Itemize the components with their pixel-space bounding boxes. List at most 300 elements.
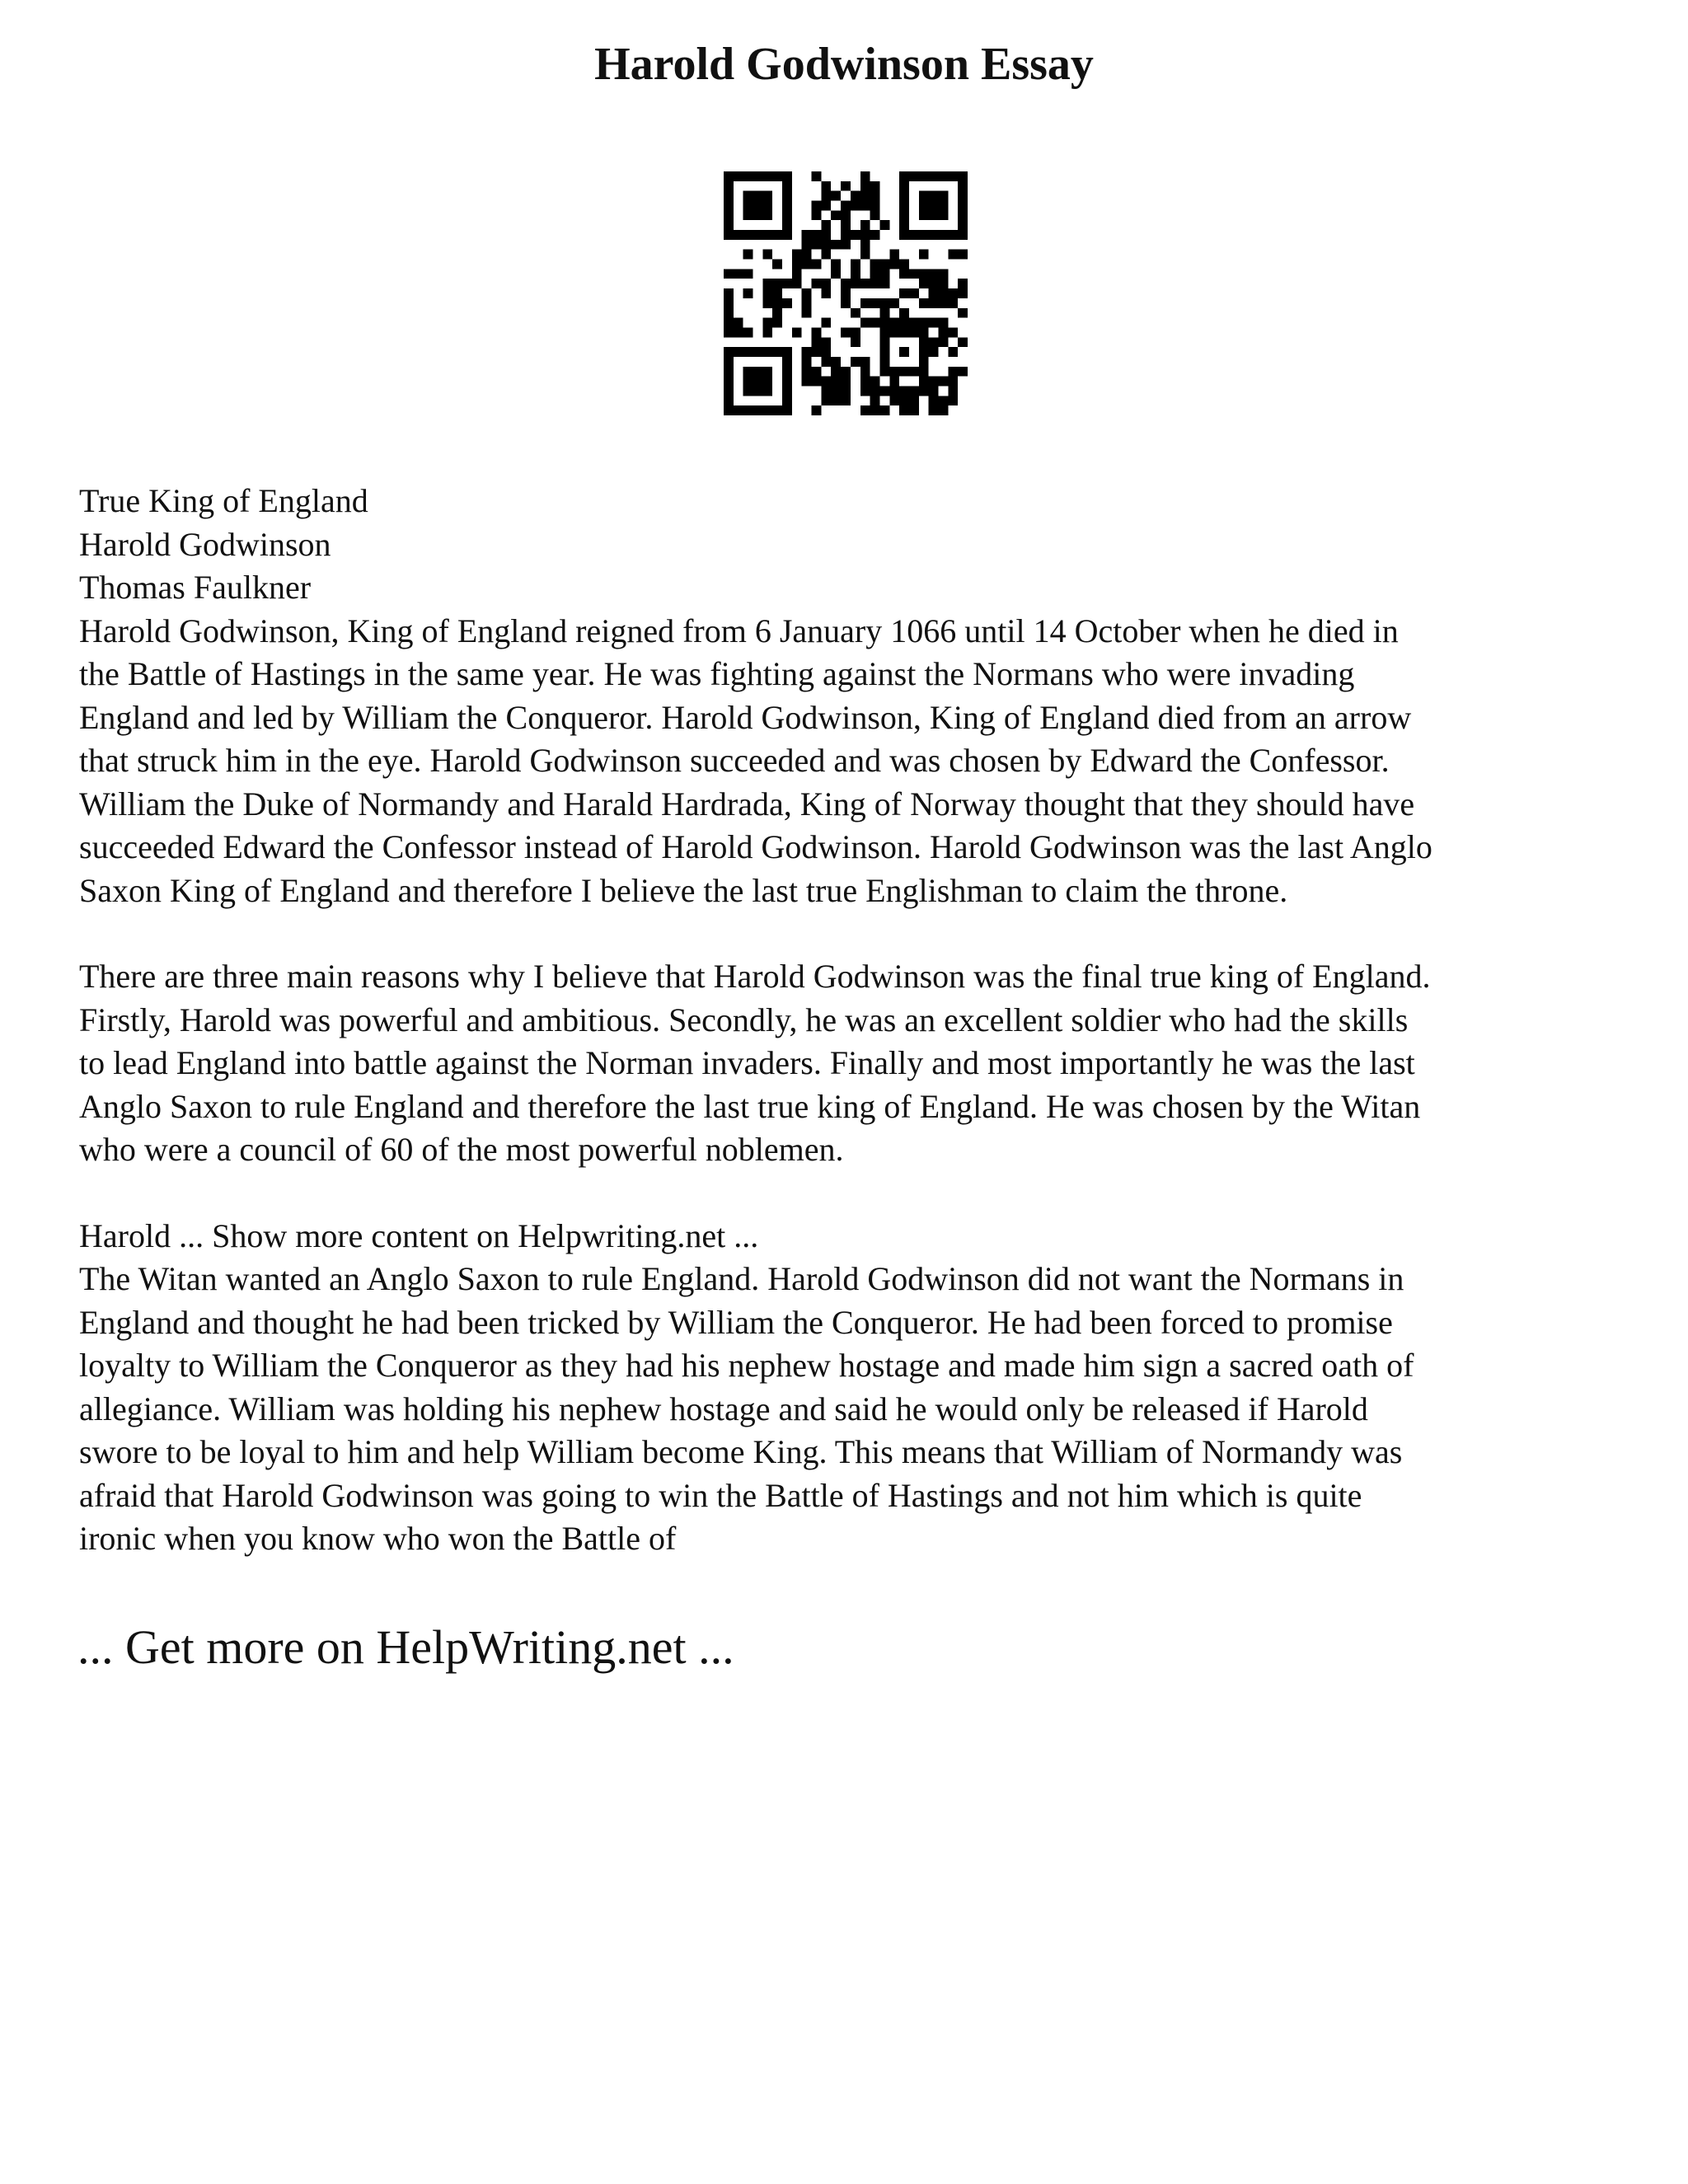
- qr-module: [899, 220, 909, 230]
- qr-module: [772, 279, 782, 288]
- qr-module: [938, 405, 948, 415]
- qr-code[interactable]: [724, 171, 968, 415]
- qr-module: [899, 318, 909, 328]
- qr-module: [743, 386, 753, 396]
- qr-module: [879, 386, 889, 396]
- qr-module: [724, 347, 734, 357]
- paragraph-line: England and led by William the Conqueror. Harold Godwinson, King of England died from an arrow: [79, 698, 1412, 736]
- qr-module: [948, 171, 958, 181]
- qr-module: [724, 386, 734, 396]
- qr-module: [879, 405, 889, 415]
- qr-module: [753, 230, 763, 240]
- qr-module: [879, 279, 889, 288]
- qr-module: [879, 298, 889, 308]
- qr-module: [724, 191, 734, 201]
- qr-module: [743, 171, 753, 181]
- qr-module: [812, 327, 822, 337]
- qr-module: [812, 201, 822, 211]
- qr-module: [958, 337, 968, 347]
- qr-module: [743, 377, 753, 387]
- qr-module: [762, 230, 772, 240]
- qr-module: [772, 405, 782, 415]
- show-more-link[interactable]: Harold ... Show more content on Helpwriting.net ...: [79, 1216, 759, 1254]
- paragraph-3: [79, 1258, 1629, 1561]
- qr-module: [782, 220, 792, 230]
- qr-module: [831, 269, 841, 279]
- qr-module: [919, 201, 929, 211]
- qr-module: [958, 201, 968, 211]
- qr-module: [851, 337, 860, 347]
- qr-module: [870, 230, 880, 240]
- qr-module: [743, 210, 753, 220]
- qr-module: [734, 230, 743, 240]
- qr-module: [753, 386, 763, 396]
- qr-module: [938, 210, 948, 220]
- qr-module: [879, 327, 889, 337]
- qr-module: [724, 298, 734, 308]
- qr-module: [948, 367, 958, 377]
- qr-module: [762, 210, 772, 220]
- qr-module: [812, 279, 822, 288]
- qr-module: [948, 288, 958, 298]
- qr-module: [929, 386, 939, 396]
- qr-module: [958, 210, 968, 220]
- paragraph-gap: [79, 912, 1629, 955]
- qr-module: [772, 288, 782, 298]
- qr-module: [762, 377, 772, 387]
- qr-module: [841, 181, 851, 191]
- qr-module: [772, 347, 782, 357]
- qr-module: [909, 405, 919, 415]
- paragraph-line: There are three main reasons why I believe that Harold Godwinson was the final true king of England.: [79, 958, 1431, 995]
- qr-module: [812, 171, 822, 181]
- qr-module: [938, 171, 948, 181]
- qr-module: [792, 250, 802, 260]
- qr-module: [841, 240, 851, 250]
- qr-module: [753, 210, 763, 220]
- paragraph-line: loyalty to William the Conqueror as they had his nephew hostage and made him sign a sacred oath of: [79, 1347, 1414, 1384]
- qr-module: [860, 181, 870, 191]
- qr-module: [802, 298, 812, 308]
- qr-module: [724, 269, 734, 279]
- qr-module: [802, 347, 812, 357]
- qr-module: [772, 230, 782, 240]
- qr-module: [870, 377, 880, 387]
- qr-module: [860, 201, 870, 211]
- qr-module: [958, 308, 968, 318]
- qr-module: [841, 298, 851, 308]
- qr-module: [724, 405, 734, 415]
- qr-module: [841, 201, 851, 211]
- qr-module: [851, 357, 860, 367]
- qr-module: [724, 377, 734, 387]
- qr-module: [762, 171, 772, 181]
- qr-module: [782, 396, 792, 405]
- qr-module: [821, 279, 831, 288]
- qr-module: [802, 230, 812, 240]
- qr-module: [782, 377, 792, 387]
- qr-module: [860, 386, 870, 396]
- qr-module: [792, 279, 802, 288]
- qr-module: [879, 308, 889, 318]
- qr-module: [743, 191, 753, 201]
- qr-module: [743, 230, 753, 240]
- qr-module: [958, 171, 968, 181]
- qr-module: [889, 386, 899, 396]
- qr-module: [821, 220, 831, 230]
- qr-module: [919, 279, 929, 288]
- qr-module: [889, 318, 899, 328]
- paragraph-line: allegiance. William was holding his nephew hostage and said he would only be released if Harold: [79, 1390, 1368, 1427]
- paragraph-line: to lead England into battle against the Norman invaders. Finally and most importantly he was the last: [79, 1044, 1415, 1081]
- qr-module: [772, 260, 782, 269]
- qr-module: [929, 171, 939, 181]
- qr-module: [899, 347, 909, 357]
- qr-module: [929, 210, 939, 220]
- qr-module: [802, 367, 812, 377]
- qr-module: [870, 269, 880, 279]
- qr-module: [860, 318, 870, 328]
- qr-module: [753, 191, 763, 201]
- qr-module: [772, 308, 782, 318]
- qr-module: [879, 220, 889, 230]
- qr-module: [851, 230, 860, 240]
- qr-module: [919, 250, 929, 260]
- qr-module: [743, 347, 753, 357]
- qr-module: [929, 191, 939, 201]
- qr-module: [899, 327, 909, 337]
- qr-module: [841, 367, 851, 377]
- qr-module: [899, 201, 909, 211]
- qr-module: [821, 181, 831, 191]
- qr-module: [870, 298, 880, 308]
- qr-module: [948, 347, 958, 357]
- essay-body: [79, 480, 1629, 1561]
- qr-module: [948, 377, 958, 387]
- qr-module: [919, 377, 929, 387]
- qr-module: [938, 230, 948, 240]
- qr-module: [929, 230, 939, 240]
- qr-module: [899, 396, 909, 405]
- qr-module: [851, 201, 860, 211]
- qr-module: [743, 269, 753, 279]
- qr-module: [860, 367, 870, 377]
- qr-module: [929, 396, 939, 405]
- qr-module: [762, 201, 772, 211]
- qr-module: [841, 396, 851, 405]
- qr-module: [889, 377, 899, 387]
- qr-module: [762, 327, 772, 337]
- qr-module: [792, 269, 802, 279]
- qr-module: [753, 367, 763, 377]
- qr-module: [929, 377, 939, 387]
- qr-module: [812, 367, 822, 377]
- qr-module: [802, 288, 812, 298]
- qr-module: [938, 269, 948, 279]
- qr-module: [860, 298, 870, 308]
- essay-author: Thomas Faulkner: [79, 569, 312, 606]
- paragraph-gap: [79, 1172, 1629, 1215]
- qr-module: [860, 377, 870, 387]
- qr-module: [919, 327, 929, 337]
- qr-module: [812, 337, 822, 347]
- qr-module: [841, 386, 851, 396]
- qr-module: [831, 367, 841, 377]
- qr-module: [734, 171, 743, 181]
- qr-module: [734, 269, 743, 279]
- qr-module: [762, 318, 772, 328]
- qr-module: [762, 250, 772, 260]
- qr-module: [899, 171, 909, 181]
- qr-module: [831, 377, 841, 387]
- qr-module: [860, 357, 870, 367]
- qr-module: [909, 396, 919, 405]
- qr-module: [821, 357, 831, 367]
- qr-module: [958, 181, 968, 191]
- qr-module: [724, 210, 734, 220]
- qr-module: [762, 405, 772, 415]
- qr-module: [860, 405, 870, 415]
- paragraph-line: Saxon King of England and therefore I believe the last true Englishman to claim the throne.: [79, 871, 1288, 909]
- qr-module: [919, 171, 929, 181]
- qr-module: [938, 318, 948, 328]
- qr-module: [821, 396, 831, 405]
- qr-module: [919, 357, 929, 367]
- qr-module: [821, 201, 831, 211]
- qr-module: [919, 318, 929, 328]
- qr-module: [899, 230, 909, 240]
- qr-module: [860, 191, 870, 201]
- paragraph-line: England and thought he had been tricked by William the Conqueror. He had been forced to promise: [79, 1303, 1393, 1341]
- qr-module: [782, 230, 792, 240]
- qr-module: [870, 279, 880, 288]
- essay-subject: Harold Godwinson: [79, 525, 331, 563]
- qr-module: [821, 250, 831, 260]
- qr-module: [841, 210, 851, 220]
- qr-module: [860, 171, 870, 181]
- qr-module: [821, 318, 831, 328]
- qr-module: [841, 288, 851, 298]
- qr-module: [929, 337, 939, 347]
- paragraph-1: [79, 610, 1629, 913]
- qr-module: [938, 191, 948, 201]
- qr-module: [782, 405, 792, 415]
- qr-module: [802, 260, 812, 269]
- paragraph-line: the Battle of Hastings in the same year. He was fighting against the Normans who were invading: [79, 655, 1355, 692]
- qr-module: [782, 386, 792, 396]
- qr-module: [919, 269, 929, 279]
- qr-module: [919, 191, 929, 201]
- qr-module: [724, 171, 734, 181]
- paragraph-line: afraid that Harold Godwinson was going to win the Battle of Hastings and not him which is quite: [79, 1476, 1362, 1514]
- qr-module: [948, 230, 958, 240]
- qr-module: [870, 181, 880, 191]
- get-more-link[interactable]: ... Get more on HelpWriting.net ...: [77, 1620, 734, 1674]
- qr-module: [782, 347, 792, 357]
- qr-module: [879, 318, 889, 328]
- qr-module: [919, 347, 929, 357]
- qr-module: [870, 318, 880, 328]
- qr-module: [899, 386, 909, 396]
- qr-module: [860, 240, 870, 250]
- qr-module: [899, 181, 909, 191]
- qr-module: [899, 191, 909, 201]
- qr-module: [772, 318, 782, 328]
- qr-module: [753, 171, 763, 181]
- qr-module: [743, 367, 753, 377]
- qr-module: [821, 337, 831, 347]
- qr-module: [734, 327, 743, 337]
- qr-module: [958, 220, 968, 230]
- qr-module: [724, 396, 734, 405]
- qr-module: [899, 269, 909, 279]
- paragraph-line: who were a council of 60 of the most powerful noblemen.: [79, 1131, 844, 1168]
- qr-module: [860, 230, 870, 240]
- qr-module: [860, 220, 870, 230]
- qr-module: [821, 386, 831, 396]
- qr-module: [909, 318, 919, 328]
- qr-module: [724, 201, 734, 211]
- qr-module: [958, 279, 968, 288]
- qr-module: [889, 250, 899, 260]
- paragraph-line: that struck him in the eye. Harold Godwinson succeeded and was chosen by Edward the Confessor.: [79, 742, 1390, 779]
- qr-module: [724, 181, 734, 191]
- qr-module: [753, 201, 763, 211]
- qr-module: [958, 250, 968, 260]
- qr-module: [938, 288, 948, 298]
- qr-module: [841, 230, 851, 240]
- qr-module: [851, 327, 860, 337]
- qr-module: [762, 279, 772, 288]
- qr-module: [958, 230, 968, 240]
- qr-module: [724, 327, 734, 337]
- qr-module: [870, 405, 880, 415]
- qr-module: [753, 377, 763, 387]
- qr-module: [870, 201, 880, 211]
- qr-module: [929, 347, 939, 357]
- qr-module: [831, 191, 841, 201]
- qr-module: [812, 347, 822, 357]
- qr-module: [743, 405, 753, 415]
- qr-module: [948, 386, 958, 396]
- qr-module: [762, 367, 772, 377]
- qr-module: [782, 191, 792, 201]
- qr-module: [821, 377, 831, 387]
- qr-module: [724, 220, 734, 230]
- qr-module: [792, 327, 802, 337]
- qr-module: [938, 201, 948, 211]
- qr-module: [879, 337, 889, 347]
- qr-module: [889, 260, 899, 269]
- qr-module: [724, 308, 734, 318]
- qr-module: [870, 386, 880, 396]
- paragraph-line: William the Duke of Normandy and Harald Hardrada, King of Norway thought that they should have: [79, 785, 1415, 823]
- qr-module: [870, 396, 880, 405]
- qr-module: [812, 260, 822, 269]
- qr-module: [851, 260, 860, 269]
- qr-module: [919, 337, 929, 347]
- qr-module: [919, 367, 929, 377]
- qr-module: [753, 347, 763, 357]
- qr-module: [899, 260, 909, 269]
- qr-module: [958, 367, 968, 377]
- qr-module: [782, 279, 792, 288]
- qr-module: [899, 308, 909, 318]
- qr-module: [831, 386, 841, 396]
- qr-module: [782, 171, 792, 181]
- qr-module: [929, 201, 939, 211]
- qr-module: [879, 347, 889, 357]
- qr-module: [762, 191, 772, 201]
- qr-module: [772, 298, 782, 308]
- qr-module: [879, 260, 889, 269]
- qr-module: [929, 288, 939, 298]
- qr-module: [802, 377, 812, 387]
- qr-module: [734, 405, 743, 415]
- qr-module: [782, 201, 792, 211]
- qr-module: [948, 250, 958, 260]
- qr-module: [831, 396, 841, 405]
- paragraph-line: Firstly, Harold was powerful and ambitious. Secondly, he was an excellent soldier who had the skills: [79, 1001, 1409, 1038]
- qr-module: [899, 288, 909, 298]
- qr-module: [782, 357, 792, 367]
- qr-module: [802, 308, 812, 318]
- qr-module: [870, 210, 880, 220]
- qr-module: [724, 367, 734, 377]
- qr-module: [782, 210, 792, 220]
- qr-module: [762, 288, 772, 298]
- qr-module: [889, 396, 899, 405]
- qr-module: [821, 347, 831, 357]
- qr-module: [831, 357, 841, 367]
- paragraph-line: ironic when you know who won the Battle of: [79, 1520, 677, 1557]
- qr-module: [948, 298, 958, 308]
- qr-module: [724, 318, 734, 328]
- qr-module: [734, 347, 743, 357]
- page-title: Harold Godwinson Essay: [594, 39, 1094, 90]
- qr-module: [724, 288, 734, 298]
- qr-module: [743, 327, 753, 337]
- qr-module: [938, 337, 948, 347]
- qr-module: [812, 405, 822, 415]
- qr-module: [929, 279, 939, 288]
- qr-module: [782, 367, 792, 377]
- qr-module: [812, 377, 822, 387]
- qr-module: [724, 357, 734, 367]
- qr-module: [802, 357, 812, 367]
- qr-module: [958, 288, 968, 298]
- qr-module: [879, 269, 889, 279]
- qr-module: [929, 269, 939, 279]
- qr-module: [792, 260, 802, 269]
- qr-module: [909, 386, 919, 396]
- qr-module: [870, 191, 880, 201]
- qr-module: [860, 279, 870, 288]
- qr-module: [919, 210, 929, 220]
- qr-module: [851, 308, 860, 318]
- qr-module: [841, 377, 851, 387]
- qr-module: [889, 298, 899, 308]
- qr-code-graphic: [724, 171, 968, 415]
- qr-module: [762, 347, 772, 357]
- qr-module: [929, 318, 939, 328]
- qr-module: [782, 298, 792, 308]
- qr-module: [724, 230, 734, 240]
- paragraph-line: swore to be loyal to him and help William become King. This means that William of Normandy was: [79, 1433, 1403, 1470]
- qr-module: [841, 279, 851, 288]
- qr-module: [899, 210, 909, 220]
- paragraph-line: Anglo Saxon to rule England and therefore the last true king of England. He was chosen by the Witan: [79, 1087, 1421, 1125]
